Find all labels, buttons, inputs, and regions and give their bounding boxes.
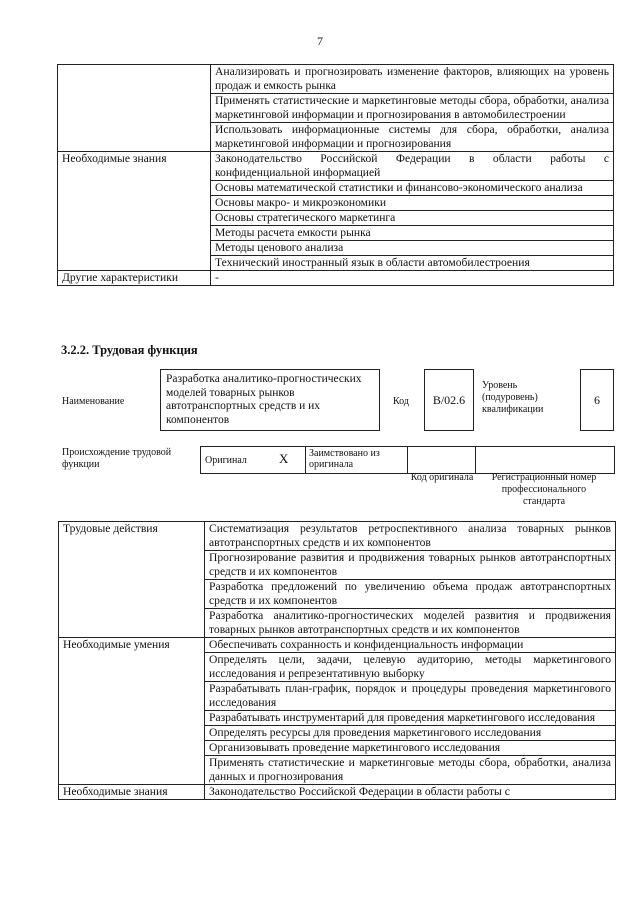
table-row: [59, 522, 616, 551]
row-item: Разрабатывать инструментарий для проведения маркетингового исследования: [205, 711, 616, 726]
row-item: Разрабатывать план-график, порядок и процедуры проведения маркетингового исследования: [205, 682, 616, 711]
level-box: 6: [580, 369, 614, 431]
row-item: Разработка аналитико-прогностических моделей развития и продвижения товарных рынков автотранспортных средств и их компонентов: [205, 609, 616, 638]
row-label: Необходимые умения: [59, 638, 205, 785]
row-label: Трудовые действия: [59, 522, 205, 638]
row-item: Применять статистические и маркетинговые методы сбора, обработки, анализа данных и прогнозирования: [205, 756, 616, 785]
page-number: 7: [317, 34, 323, 48]
row-item: Обеспечивать сохранность и конфиденциальность информации: [205, 638, 616, 653]
table-row: [58, 65, 614, 94]
row-item: Законодательство Российской Федерации в области работы с: [205, 785, 616, 800]
table-row: [59, 785, 616, 800]
code-label: Код: [393, 396, 409, 407]
row-label: Другие характеристики: [58, 271, 211, 286]
original-mark: X: [279, 451, 289, 466]
row-label: Необходимые знания: [58, 152, 211, 271]
origin-row: [200, 446, 615, 474]
row-item: Основы стратегического маркетинга: [211, 211, 614, 226]
row-item: Основы математической статистики и финансово-экономического анализа: [211, 181, 614, 196]
reg-number-caption: Регистрационный номер профессионального стандарта: [491, 472, 597, 507]
knowledge-table-top: [57, 64, 614, 286]
level-label: Уровень (подуровень) квалификации: [482, 380, 544, 415]
row-item: -: [211, 271, 614, 286]
row-item: Методы ценового анализа: [211, 241, 614, 256]
row-item: Систематизация результатов ретроспективного анализа товарных рынков автотранспортных средств и их компонентов: [205, 522, 616, 551]
row-item: Определять ресурсы для проведения маркетингового исследования: [205, 726, 616, 741]
row-label: [58, 65, 211, 152]
row-item: Технический иностранный язык в области автомобилестроения: [211, 256, 614, 271]
borrowed-cell: Заимствовано из оригинала: [306, 447, 408, 473]
table-row: [59, 638, 616, 653]
row-item: Законодательство Российской Федерации в области работы с конфиденциальной информацией: [211, 152, 614, 181]
reg-number-cell: [476, 447, 614, 473]
labor-function-table: [58, 521, 616, 800]
row-label: Необходимые знания: [59, 785, 205, 800]
table-row: [58, 271, 614, 286]
table-row: [58, 152, 614, 181]
row-item: Организовывать проведение маркетингового исследования: [205, 741, 616, 756]
row-item: Прогнозирование развития и продвижения товарных рынков автотранспортных средств и их компонентов: [205, 551, 616, 580]
origin-label: Происхождение трудовой функции: [62, 447, 172, 470]
row-item: Использовать информационные системы для сбора, обработки, анализа маркетинговой информации и прогнозирования: [211, 123, 614, 152]
function-name-box: Разработка аналитико-прогностических моделей товарных рынков автотранспортных средств и их компонентов: [160, 369, 380, 431]
code-original-caption: Код оригинала: [410, 472, 474, 483]
section-title: 3.2.2. Трудовая функция: [61, 343, 198, 357]
original-text: Оригинал: [205, 455, 247, 466]
row-item: Методы расчета емкости рынка: [211, 226, 614, 241]
name-label: Наименование: [62, 396, 125, 407]
row-item: Определять цели, задачи, целевую аудиторию, методы маркетингового исследования и репрезентативную выборку: [205, 653, 616, 682]
row-item: Применять статистические и маркетинговые методы сбора, обработки, анализа маркетинговой информации и прогнозирования в автомобилестроении: [211, 94, 614, 123]
code-box: B/02.6: [424, 369, 474, 431]
original-cell: [201, 447, 306, 473]
row-item: Основы макро- и микроэкономики: [211, 196, 614, 211]
row-item: Разработка предложений по увеличению объема продаж автотранспортных средств и их компонентов: [205, 580, 616, 609]
row-item: Анализировать и прогнозировать изменение факторов, влияющих на уровень продаж и емкость рынка: [211, 65, 614, 94]
code-original-cell: [408, 447, 476, 473]
